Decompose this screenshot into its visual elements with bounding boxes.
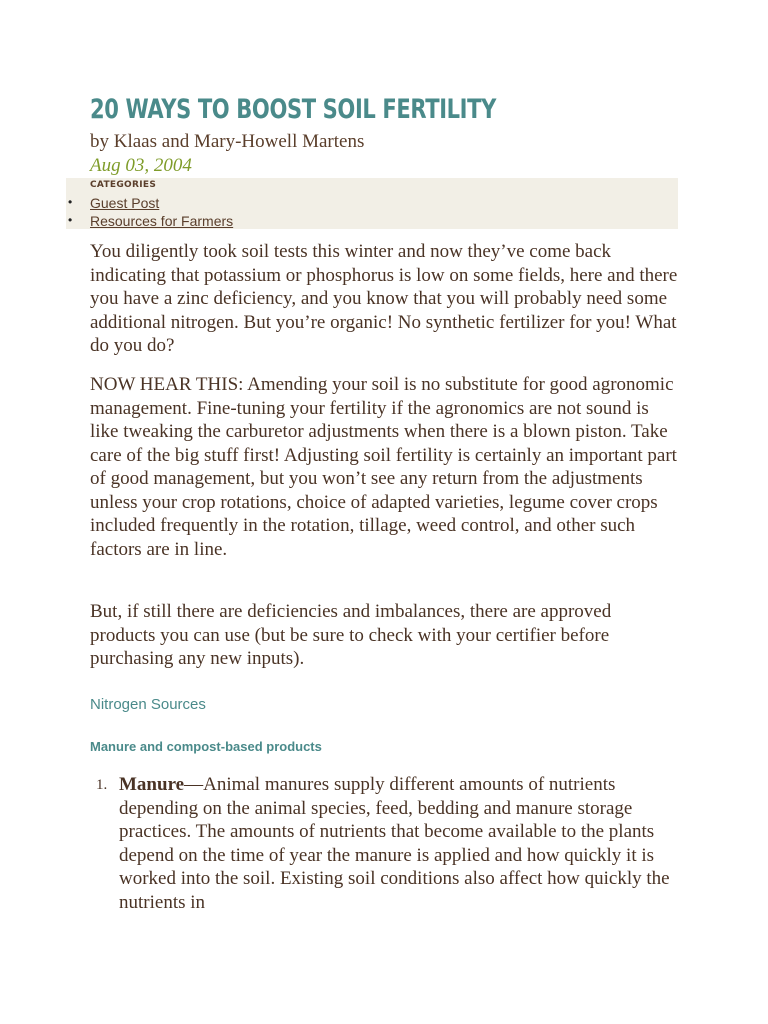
category-link-guest-post[interactable]: Guest Post xyxy=(90,195,160,211)
article-title: 20 WAYS TO BOOST SOIL FERTILITY xyxy=(90,94,496,125)
paragraph: But, if still there are deficiencies and imbalances, there are approved products you can use (but be sure to check with your certifier before purchasing any new inputs). xyxy=(90,601,612,669)
paragraph: NOW HEAR THIS: Amending your soil is no substitute for good agronomic management. Fine-tuning your fertility if the agronomics are not sound is like tweaking the carburetor adjustments when there is a blown piston. Take care of the big stuff first! Adjusting soil fertility is certainly an important part of good management, but you won’t see any return from the adjustments unless your crop rotations, choice of adapted varieties, legume cover crops included frequently in the rotation, tillage, weed control, and other such factors are in line. xyxy=(90,374,677,560)
paragraph: You diligently took soil tests this winter and now they’ve come back indicating that potassium or phosphorus is low on some fields, here and there you have a zinc deficiency, and you know that you will probably need some additional nitrogen. But you’re organic! No synthetic fertilizer for you! What do you do? xyxy=(90,241,678,356)
bullet-icon: • xyxy=(68,195,73,209)
list-item-number: 1. xyxy=(96,777,108,793)
article-date: Aug 03, 2004 xyxy=(90,155,192,176)
article-byline: by Klaas and Mary-Howell Martens xyxy=(90,131,365,152)
list-item-term: Manure xyxy=(119,774,185,795)
sources-list xyxy=(90,773,680,914)
category-link-resources-for-farmers[interactable]: Resources for Farmers xyxy=(90,213,234,229)
subsection-heading-manure: Manure and compost-based products xyxy=(90,739,322,754)
list-item-text: —Animal manures supply different amounts of nutrients depending on the animal species, feed, bedding and manure storage practices. The amounts of nutrients that become available to the plants depend on the time of year the manure is applied and how quickly it is worked into the soil. Existing soil conditions also affect how quickly the nutrients in xyxy=(119,774,670,913)
bullet-icon: • xyxy=(68,213,73,227)
categories-label: CATEGORIES xyxy=(90,180,157,190)
category-item xyxy=(68,213,234,229)
list-item xyxy=(90,773,680,914)
category-item xyxy=(68,195,160,211)
section-heading-nitrogen: Nitrogen Sources xyxy=(90,696,206,713)
categories-box xyxy=(66,178,678,229)
